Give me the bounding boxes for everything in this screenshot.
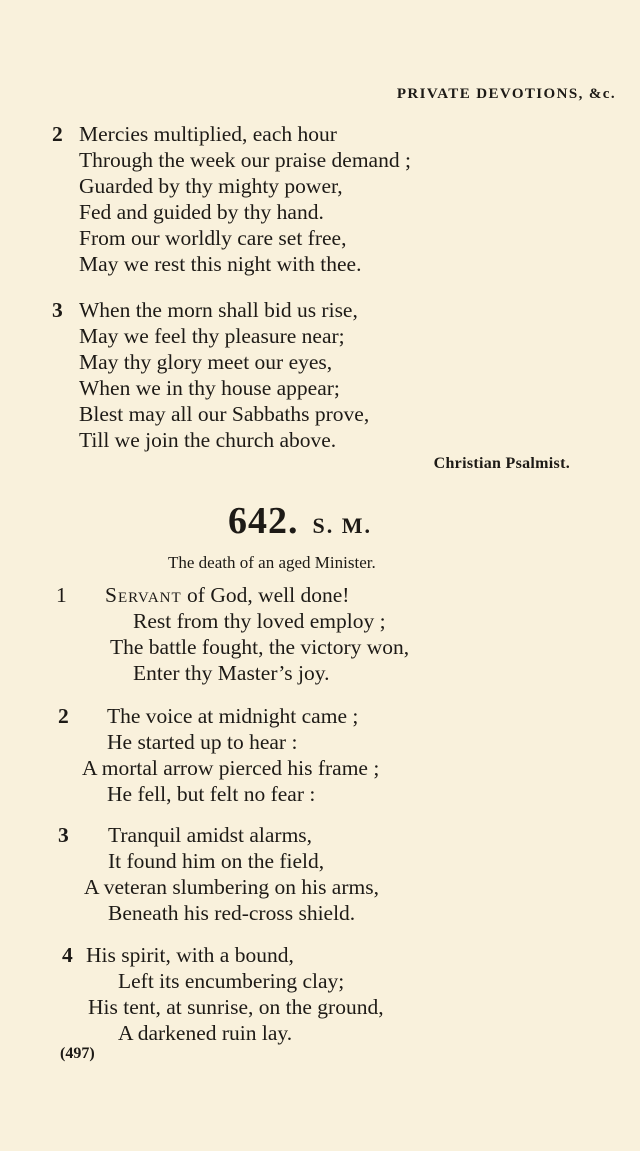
stanza-number: 3 — [52, 298, 63, 322]
verse-line: The voice at midnight came ; — [107, 704, 359, 728]
stanza-number: 4 — [62, 943, 73, 967]
verse-line: May we rest this night with thee. — [79, 252, 362, 276]
verse-line: Through the week our praise demand ; — [79, 148, 411, 172]
hymn-meter: S. M. — [312, 513, 372, 538]
verse-line: It found him on the field, — [108, 849, 325, 873]
hymn-number: 642. — [228, 500, 299, 542]
verse-line: When the morn shall bid us rise, — [79, 298, 358, 322]
verse-line: A darkened ruin lay. — [118, 1021, 293, 1045]
verse-line: May we feel thy pleasure near; — [79, 324, 345, 348]
stanza-number: 1 — [56, 583, 67, 607]
verse-line: From our worldly care set free, — [79, 226, 347, 250]
verse-line: Enter thy Master’s joy. — [133, 661, 330, 685]
verse-line — [105, 585, 349, 607]
verse-line: He started up to hear : — [107, 730, 298, 754]
verse-line: Guarded by thy mighty power, — [79, 174, 343, 198]
verse-line: He fell, but felt no fear : — [107, 782, 316, 806]
verse-line: Rest from thy loved employ ; — [133, 609, 386, 633]
verse-line: Left its encumbering clay; — [118, 969, 345, 993]
verse-line: Mercies multiplied, each hour — [79, 122, 337, 146]
verse-line: When we in thy house appear; — [79, 376, 340, 400]
verse-line: His spirit, with a bound, — [86, 943, 294, 967]
verse-line: Fed and guided by thy hand. — [79, 200, 324, 224]
verse-line: His tent, at sunrise, on the ground, — [88, 995, 384, 1019]
verse-line-rest: of God, well done! — [181, 583, 350, 607]
page-number: (497) — [60, 1045, 95, 1062]
verse-line: Blest may all our Sabbaths prove, — [79, 402, 370, 426]
hymn-heading — [228, 502, 372, 540]
hymn-attribution: Christian Psalmist. — [433, 455, 570, 472]
stanza-number: 2 — [58, 704, 69, 728]
stanza-number: 3 — [58, 823, 69, 847]
hymn-subtitle: The death of an aged Minister. — [168, 553, 376, 572]
verse-line: May thy glory meet our eyes, — [79, 350, 333, 374]
verse-line: Tranquil amidst alarms, — [108, 823, 313, 847]
verse-line: A veteran slumbering on his arms, — [84, 875, 379, 899]
running-head: PRIVATE DEVOTIONS, &c. — [396, 86, 616, 102]
verse-line: A mortal arrow pierced his frame ; — [82, 756, 380, 780]
verse-line: Till we join the church above. — [79, 428, 337, 452]
verse-line: The battle fought, the victory won, — [110, 635, 410, 659]
stanza-number: 2 — [52, 122, 63, 146]
first-word: Servant — [105, 583, 182, 607]
verse-line: Beneath his red-cross shield. — [108, 901, 356, 925]
